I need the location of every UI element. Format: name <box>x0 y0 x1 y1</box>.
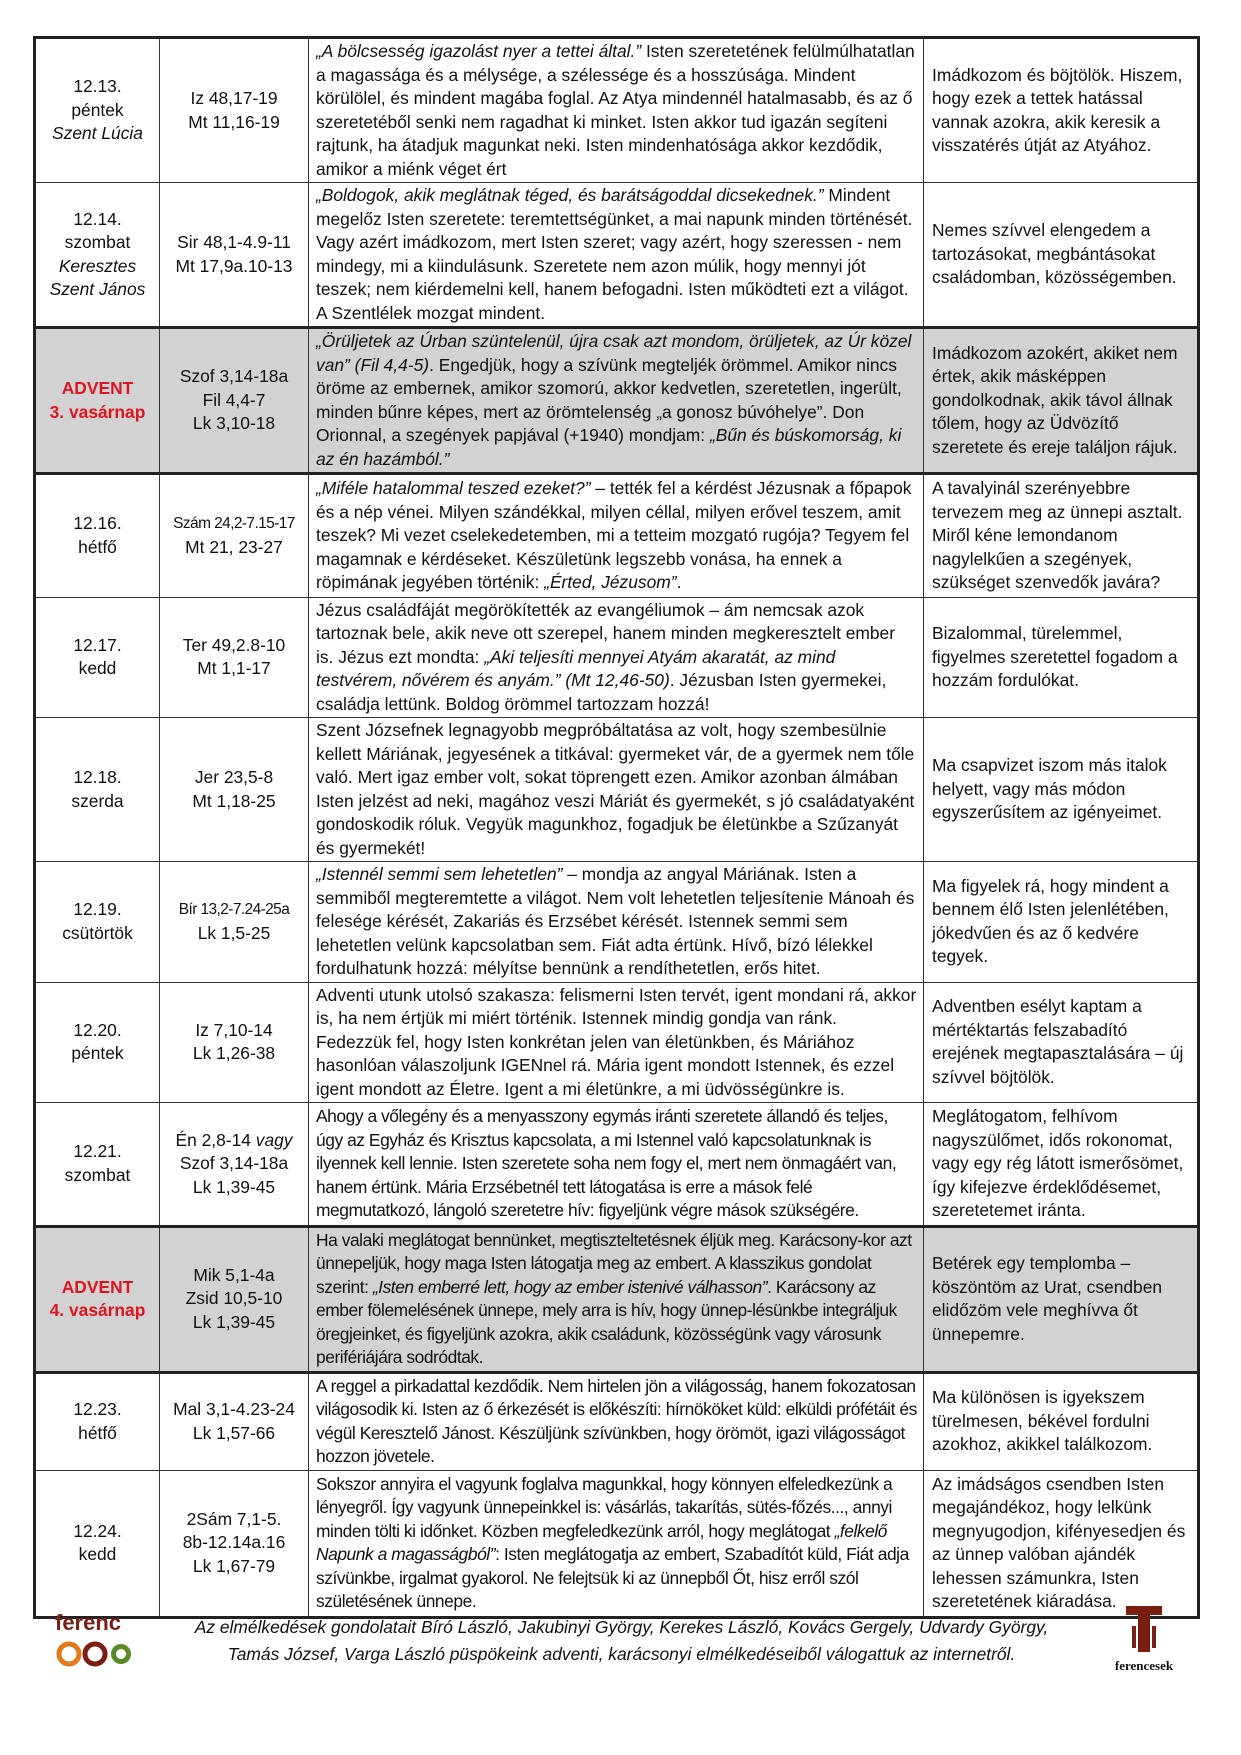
readings-cell <box>160 1103 309 1227</box>
resolution-text: Imádkozom és böjtölök. Hiszem, hogy ezek a tettek hatással vannak azokra, akik keresik a visszatérés útját az Atyához. <box>932 64 1183 155</box>
resolution-text: Adventben esélyt kaptam a mértéktartás felszabadító erejének megtapasztalására – új szívvel böjtölök. <box>932 996 1184 1087</box>
date-label: 12.21. <box>73 1141 122 1162</box>
quotation: „A bölcsesség igazolást nyer a tettei által.” <box>316 41 642 61</box>
date-label: 12.18. <box>73 767 122 787</box>
weekday-label: szombat <box>64 1164 131 1185</box>
scripture-reference <box>161 1176 307 1200</box>
scripture-reference: Iz 7,10-14 <box>195 1019 273 1040</box>
readings-cell <box>160 982 309 1103</box>
weekday-label: hétfő <box>78 536 117 557</box>
advent-sunday-label: 4. vasárnap <box>49 1300 146 1320</box>
reference-conjunction: vagy <box>255 1129 293 1150</box>
resolution-cell <box>924 1470 1199 1617</box>
date-label: 12.20. <box>73 1019 122 1040</box>
weekday-label: hétfő <box>78 1422 117 1443</box>
reflection-cell <box>309 328 924 474</box>
scripture-reference: Fil 4,4-7 <box>202 389 266 410</box>
saint-name: Szent János <box>49 279 146 299</box>
date-label: 12.19. <box>73 899 122 920</box>
reflection-cell <box>309 597 924 718</box>
date-cell <box>35 1103 160 1227</box>
quotation: „Istennél semmi sem lehetetlen” <box>316 864 563 884</box>
scripture-reference: Mt 21, 23-27 <box>185 536 283 557</box>
day-row <box>35 597 1199 718</box>
quotation: „Bűn és búskomorság, ki az én hazámból.” <box>316 425 902 469</box>
scripture-reference: Lk 3,10-18 <box>192 413 276 434</box>
scripture-reference: Iz 48,17-19 <box>190 88 278 108</box>
date-cell <box>35 982 160 1103</box>
day-row <box>35 183 1199 328</box>
day-row <box>35 1470 1199 1617</box>
credit-line-1: Az elmélkedések gondolatait Bíró László, Jakubinyi György, Kerekes László, Kovács Gergely, Udvardy György, <box>194 1617 1049 1637</box>
reflection-text: A reggel a pirkadattal kezdődik. Nem hirtelen jön a világosság, hanem fokozatosan világosodik ki. Isten az ő érkezését is előkészíti: hírnököket küld: elküldi prófétáit és végül Keresztelő Jánost. Készüljünk szívünkben, hogy örömöt, igazi világosságot hozzon jövetele. <box>316 1375 917 1466</box>
readings-cell <box>160 718 309 862</box>
reference-text: Szof 3,14-18a <box>179 1153 289 1173</box>
reflection-text: Mindent megelőz Isten szeretete: teremtettségünket, a mai napunk minden történését. Vagy azért imádkozom, mert Isten szeret; vagy azért, hogy szeressen - nem mindegy, mi a kiindulásunk. Szeretete nem azon múlik, hogy mennyi jót teszek; nem kiérdemelni kell, hanem befogadni. Isten működteti ezt a világot. A Szentlélek mozgat mindent. <box>316 185 913 323</box>
scripture-reference: Lk 1,5-25 <box>197 922 271 943</box>
date-cell <box>35 474 160 598</box>
resolution-cell <box>924 597 1199 718</box>
date-cell <box>35 597 160 718</box>
weekday-label: szerda <box>71 790 124 811</box>
day-row <box>35 982 1199 1103</box>
resolution-cell <box>924 718 1199 862</box>
resolution-cell <box>924 38 1199 183</box>
reflection-text: : Isten meglátogatja az embert, Szabadítót küld, Fiát adja szívünkbe, irgalmat gyakorol. Ne felejtsük ki az ünnepből Őt, hisz erről szól születésének ünnepe. <box>316 1544 909 1611</box>
quotation: „Érted, Jézusom” <box>544 572 677 592</box>
resolution-text: Betérek egy templomba – köszöntöm az Urat, csendben elidőzöm vele meghívva őt ünnepemre. <box>932 1253 1163 1344</box>
ferencesek-logo <box>1108 1602 1180 1678</box>
scripture-reference: Lk 1,67-79 <box>192 1555 276 1576</box>
date-cell <box>35 1372 160 1470</box>
reflection-cell <box>309 718 924 862</box>
reflection-cell <box>309 474 924 598</box>
advent-calendar-table <box>33 36 1200 1619</box>
advent-calendar-page <box>33 36 1200 1619</box>
resolution-text: Nemes szívvel elengedem a tartozásokat, megbántásokat családomban, közösségemben. <box>932 220 1177 288</box>
ferenc-800-logo <box>53 1608 145 1676</box>
resolution-cell <box>924 328 1199 474</box>
reflection-text: Szent Józsefnek legnagyobb megpróbáltatása az volt, hogy szembesülnie kellett Máriának, jegyesének a titkával: gyermeket vár, de a gyermek nem tőle való. Mert igaz ember volt, sokat töprengett ezen. Amikor azonban álmában Isten jelzést ad neki, magához veszi Máriát és gyermekét, s jó családatyaként gondoskodik róluk. Vegyük magunkhoz, fogadjuk be életünkbe a Szűzanyát és gyermekét! <box>316 720 915 858</box>
scripture-reference: Lk 1,26-38 <box>192 1043 276 1064</box>
reflection-cell <box>309 183 924 328</box>
reflection-text: Adventi utunk utolsó szakasza: felismerni Isten tervét, igent mondani rá, akkor is, ha nem értjük mi miért történik. Istennek mindig gondja van ránk. Fedezzük fel, hogy Isten konkrétan jelen van életünkben, és Máriához hasonlóan válaszoljunk IGENnel rá. Mária igent mondott Istennek, és ezzel igent mondott az Életre. Igent a mi életünkre, a mi üdvösségünkre is. <box>316 984 917 1099</box>
scripture-reference: Lk 1,39-45 <box>192 1311 276 1332</box>
resolution-text: A tavalyinál szerényebbre tervezem meg az ünnepi asztalt. Miről kéne lemondanom nagylelkűen a szegények, szükséget szenvedők javára? <box>932 478 1183 592</box>
reflection-text: – tették fel a kérdést Jézusnak a főpapok és a nép vénei. Milyen szándékkal, milyen céllal, milyen erővel teszem, amit teszek? Mi vezet cselekedetemben, mi a tetteim mozgató rugója? Tegyem fel magamnak e kérdéseket. Készületünk legszebb vonása, ha ennek a röpimának jegyében történik: <box>316 478 912 592</box>
reflection-cell <box>309 982 924 1103</box>
advent-sunday-label: 3. vasárnap <box>49 401 146 422</box>
scripture-reference <box>161 1152 307 1176</box>
scripture-reference: Sir 48,1-4.9-11 <box>177 232 291 252</box>
readings-cell <box>160 1470 309 1617</box>
scripture-reference: Jer 23,5-8 <box>194 767 274 787</box>
reflection-text: – mondja az angyal Máriának. Isten a semmiből megteremtette a világot. Nem volt lehetetlen teljesítenie Mánoah és felesége kérését, Zakariás és Erzsébet kérését. Istennek semmi sem lehetetlen velünk kapcsolatban sem. Fiát adta értünk. Hívő, bízó lélekkel fordulhatunk hozzá: mélyítse bennünk a rendíthetetlen, erős hitet. <box>316 864 915 978</box>
reflection-text: . Engedjük, hogy a szívünk megteljék örömmel. Amikor nincs öröme az embernek, amikor szomorú, akkor kedvetlen, szeretetlen, ingerült, minden bűnre képes, mert az örömtelenség „a gonosz búvóhelye”. Don Orionnal, a szegények papjával (+1940) mondjam: <box>316 354 902 445</box>
advent-label: ADVENT <box>61 1276 134 1297</box>
weekday-label: csütörtök <box>62 922 133 943</box>
resolution-text: Imádkozom azokért, akiket nem értek, akik másképpen gondolkodnak, akik távol állnak tőlem, hogy az Üdvözítő szeretete és ereje találjon rájuk. <box>932 342 1178 457</box>
saint-name: Szent Lúcia <box>52 123 143 144</box>
reflection-text: . <box>676 572 682 592</box>
date-label: 12.17. <box>73 634 122 655</box>
date-label: 12.24. <box>73 1520 122 1541</box>
date-cell <box>35 328 160 474</box>
day-row <box>35 862 1199 983</box>
resolution-cell <box>924 1226 1199 1372</box>
day-row <box>35 474 1199 598</box>
readings-cell <box>160 328 309 474</box>
resolution-text: Bizalommal, türelemmel, figyelmes szeretettel fogadom a hozzám fordulókat. <box>932 623 1178 690</box>
scripture-reference <box>161 1129 307 1153</box>
scripture-reference: Szám 24,2-7.15-17 <box>173 515 295 533</box>
resolution-cell <box>924 1103 1199 1227</box>
advent-sunday-row <box>35 1226 1199 1372</box>
date-cell <box>35 1470 160 1617</box>
quotation: „Isten emberré lett, hogy az ember istenivé válhasson” <box>372 1276 768 1297</box>
reference-text: Én 2,8-14 <box>175 1129 256 1150</box>
day-row <box>35 718 1199 862</box>
reference-text: Lk 1,39-45 <box>192 1176 276 1197</box>
reflection-cell <box>309 1226 924 1372</box>
resolution-cell <box>924 982 1199 1103</box>
credit-text <box>153 1614 1090 1668</box>
reflection-cell <box>309 862 924 983</box>
reflection-text: Sokszor annyira el vagyunk foglalva magunkkal, hogy könnyen elfeledkezünk a lényegről. Így vagyunk ünnepeinkkel is: vásárlás, takarítás, sütés-főzés..., annyi minden tölti ki időnket. Közben megfeledkezünk arról, hogy meglátogat <box>316 1473 893 1541</box>
reflection-cell <box>309 1372 924 1470</box>
reflection-text: Ahogy a vőlegény és a menyasszony egymás iránti szeretete állandó és teljes, úgy az Egyház és Krisztus kapcsolata, a mi Istennel való kapcsolatunknak is ilyennek kell lennie. Isten szeretete soha nem fogy el, mert nem önmagáért van, hanem értünk. Mária Erzsébetnél tett látogatása is erre a mások felé megmutatkozó, lángoló szeretetre hív: figyeljünk végre mások szükségére. <box>316 1106 897 1220</box>
reflection-cell <box>309 1103 924 1227</box>
scripture-reference: Mt 17,9a.10-13 <box>175 255 293 276</box>
resolution-cell <box>924 862 1199 983</box>
date-cell <box>35 183 160 328</box>
scripture-reference: Mal 3,1-4.23-24 <box>173 1399 295 1419</box>
quotation: „felkelő Napunk a magasságból” <box>316 1520 888 1564</box>
readings-cell <box>160 1372 309 1470</box>
ferencesek-tau-icon <box>1108 1602 1180 1678</box>
weekday-label: kedd <box>78 658 117 679</box>
scripture-reference: Zsid 10,5-10 <box>185 1288 283 1309</box>
credit-line-2: Tamás József, Varga László püspökeink adventi, karácsonyi elmélkedéseiből válogattuk az internetről. <box>227 1644 1016 1664</box>
advent-label: ADVENT <box>61 378 134 398</box>
date-label: 12.14. <box>73 208 122 229</box>
quotation: „Aki teljesíti mennyei Atyám akaratát, az mind testvérem, nővérem és anyám.” (Mt 12,46-50) <box>316 646 836 690</box>
resolution-cell <box>924 1372 1199 1470</box>
readings-cell <box>160 1226 309 1372</box>
reflection-text: Isten szeretetének felülmúlhatatlan a magassága és a mélysége, a szélessége és a hosszúsága. Mindent körülölel, és mindent magába foglal. Az Atya mindennél hatalmasabb, és az ő szeretetéből senki nem ragadhat ki minket. Isten akkor tud igazán segíteni rajtunk, ha átadjuk magunkat neki. Isten mindenhatósága akkor kezdődik, amikor a miénk véget ért <box>316 41 915 179</box>
date-label: 12.16. <box>73 513 122 534</box>
date-cell <box>35 38 160 183</box>
readings-cell <box>160 597 309 718</box>
svg-text:ferencesek: ferencesek <box>1114 1658 1174 1673</box>
scripture-reference: Ter 49,2.8-10 <box>182 634 286 655</box>
scripture-reference: Mik 5,1-4a <box>193 1264 275 1285</box>
weekday-label: szombat <box>64 232 131 252</box>
page-footer <box>33 1600 1200 1690</box>
resolution-text: Ma csapvizet iszom más italok helyett, vagy más módon egyszerűsítem az igényeimet. <box>932 755 1167 823</box>
scripture-reference: 8b-12.14a.16 <box>182 1532 286 1553</box>
svg-text:ferenc: ferenc <box>55 1610 122 1635</box>
date-cell <box>35 718 160 862</box>
quotation: „Örüljetek az Úrban szüntelenül, újra csak azt mondom, örüljetek, az Úr közel van” (Fil 4,4-5) <box>316 331 912 375</box>
scripture-reference: Mt 1,18-25 <box>192 790 276 811</box>
scripture-reference: 2Sám 7,1-5. <box>186 1508 282 1529</box>
reflection-cell <box>309 1470 924 1617</box>
readings-cell <box>160 183 309 328</box>
weekday-label: péntek <box>71 1043 124 1064</box>
scripture-reference: Mt 11,16-19 <box>188 111 280 132</box>
weekday-label: kedd <box>78 1544 117 1564</box>
resolution-cell <box>924 183 1199 328</box>
readings-cell <box>160 862 309 983</box>
advent-sunday-row <box>35 328 1199 474</box>
saint-name: Keresztes <box>58 255 137 276</box>
resolution-text: Az imádságos csendben Isten megajándékoz, hogy lelkünk megnyugodjon, kifényesedjen és az ünnep valóban ajándék lehessen számunkra, Isten szeretetének kiáradása. <box>932 1473 1186 1611</box>
reflection-text: . Karácsony az ember fölemelésének ünnepe, mely arra is hív, hogy ünnep-lésünkbe integráljuk öregjeinket, és figyeljünk azokra, akik családunk, közösségünk vagy városunk perifériájára sodródtak. <box>316 1276 897 1367</box>
day-row <box>35 38 1199 183</box>
day-row <box>35 1372 1199 1470</box>
date-label: 12.23. <box>73 1399 122 1419</box>
quotation: „Boldogok, akik meglátnak téged, és barátságoddal dicsekednek.” <box>316 185 824 205</box>
date-cell <box>35 1226 160 1372</box>
scripture-reference: Szof 3,14-18a <box>179 366 289 387</box>
weekday-label: péntek <box>71 99 124 120</box>
scripture-reference: Mt 1,1-17 <box>197 658 271 679</box>
scripture-reference: Lk 1,57-66 <box>192 1422 276 1443</box>
date-cell <box>35 862 160 983</box>
reflection-cell <box>309 38 924 183</box>
resolution-text: Meglátogatom, felhívom nagyszülőmet, idős rokonomat, vagy egy rég látott ismerősömet, így kifejezve érdeklődésemet, szeretetemet iránta. <box>932 1106 1184 1220</box>
resolution-text: Ma különösen is igyekszem türelmesen, békével fordulni azokhoz, akikkel találkozom. <box>932 1387 1153 1455</box>
day-row <box>35 1103 1199 1227</box>
ferenc-800-logo-icon <box>53 1608 145 1676</box>
readings-cell <box>160 474 309 598</box>
date-label: 12.13. <box>73 76 122 97</box>
reflection-text: Ha valaki meglátogat bennünket, megtiszteltetésnek éljük meg. Karácsony-kor azt ünnepeljük, hogy maga Isten látogatja meg az embert. A klasszikus gondolat szerint: <box>316 1229 912 1297</box>
quotation: „Miféle hatalommal teszed ezeket?” <box>316 478 591 498</box>
readings-cell <box>160 38 309 183</box>
resolution-cell <box>924 474 1199 598</box>
reflection-text: . Jézusban Isten gyermekei, családja lettünk. Boldog örömmel tartozzam hozzá! <box>316 670 887 714</box>
scripture-reference: Bír 13,2-7.24-25a <box>178 901 290 919</box>
resolution-text: Ma figyelek rá, hogy mindent a bennem élő Isten jelenlétében, jókedvűen és az ő kedvére tegyek. <box>932 875 1169 967</box>
reflection-text: Jézus családfáját megörökítették az evangéliumok – ám nemcsak azok tartoznak bele, akik neve ott szerepel, hanem minden megkeresztelt ember is. Jézus ezt mondta: <box>316 599 896 667</box>
